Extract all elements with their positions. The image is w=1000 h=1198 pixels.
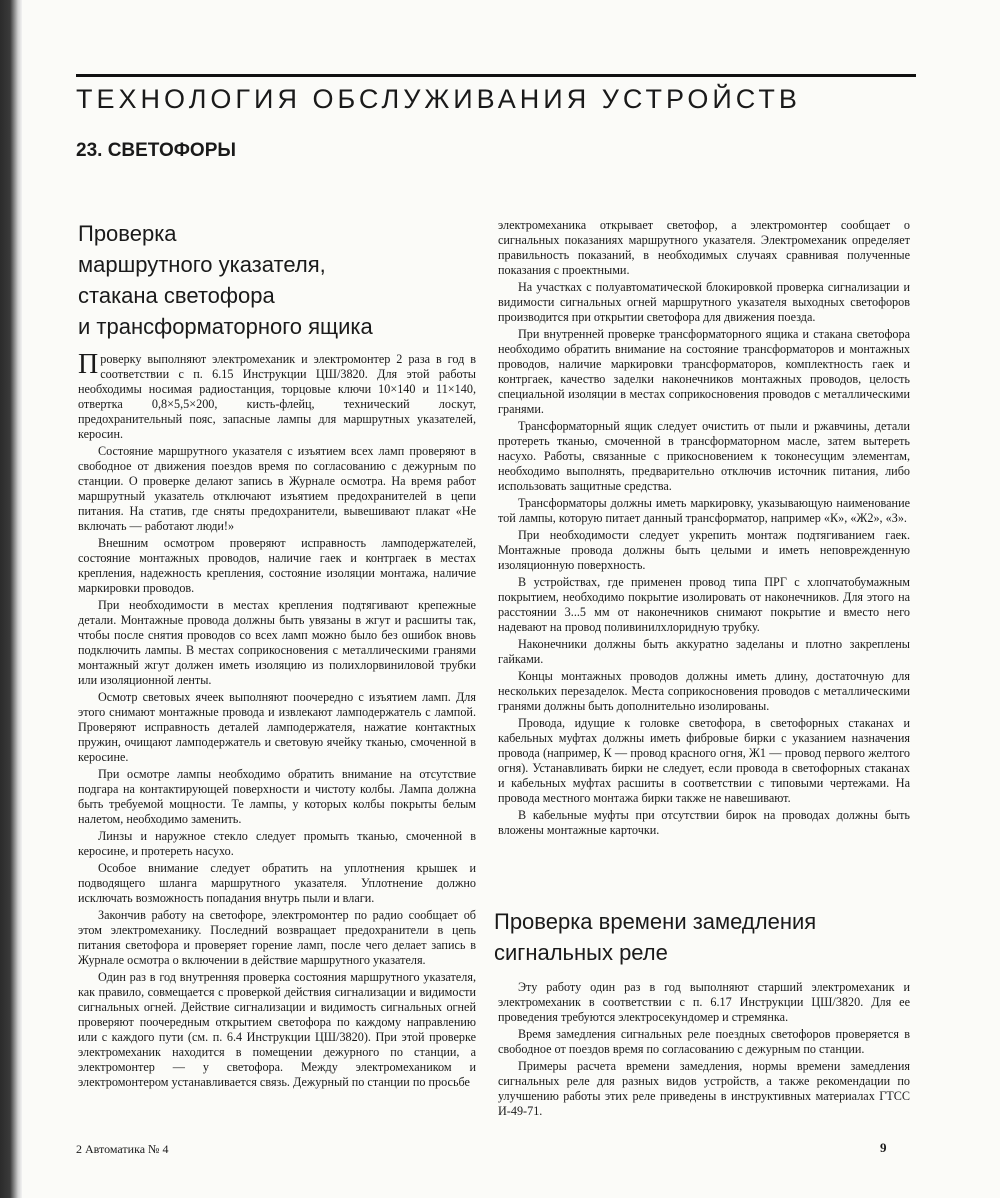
title-line: Проверка [78,221,177,246]
page-number: 9 [880,1140,887,1155]
title-line: сигнальных реле [494,940,668,965]
title-line: маршрутного указателя, [78,252,326,277]
paragraph: При осмотре лампы необходимо обратить внимание на отсутствие подгара на контактирующей поверхности и чистоту колбы. Лампа должна быть требуемой мощности. Те лампы, у которых колбы покрыты белым налетом, необходимо заменить. [78,767,476,826]
paragraph: Закончив работу на светофоре, электромонтер по радио сообщает об этом электромеханику. Последний возвращает предохранители в цепь питания светофора и проверяет горение ламп, после чего делает запись в Журнале осмотра о включении в действие маршрутного указателя. [78,908,476,967]
paragraph: На участках с полуавтоматической блокировкой проверка сигнализации и видимости сигнальных огней маршрутного указателя выходных светофоров производится при открытии светофора для движения поезда. [498,280,910,324]
paragraph [78,349,476,442]
paragraph: При необходимости следует укрепить монтаж подтягиванием гаек. Монтажные провода должны быть целыми и иметь неповрежденную изоляционную поверхность. [498,528,910,572]
paragraph: Осмотр световых ячеек выполняют поочередно с изъятием ламп. Для этого снимают монтажные провода и извлекают ламподержатель с лампой. Проверяют исправность деталей ламподержателя, нажатие контактных пружин, очищают ламподержатель и световую ячейку тканью, смоченной в керосине. [78,690,476,764]
title-line: стакана светофора [78,283,275,308]
paragraph: электромеханика открывает светофор, а электромонтер сообщает о сигнальных показаниях маршрутного указателя. Электромеханик определяет правильность показаний, в необходимых случаях сравнивая полученные показания с проектными. [498,218,910,277]
section-label: 23. СВЕТОФОРЫ [76,140,236,161]
left-column [78,349,476,1092]
paragraph: Время замедления сигнальных реле поездных светофоров проверяется в свободное от поездов время по согласованию с дежурным по станции. [498,1027,910,1056]
header-rule [76,74,916,77]
binding-edge [0,0,22,1198]
paragraph: Особое внимание следует обратить на уплотнения крышек и подводящего шланга маршрутного указателя. Уплотнение должно исключать возможность попадания внутрь пыли и влаги. [78,861,476,905]
paragraph: Состояние маршрутного указателя с изъятием всех ламп проверяют в свободное от движения поездов время по согласованию с дежурным по станции. О проверке делают запись в Журнале осмотра. На время работ маршрутный указатель отключают изъятием предохранителей в цепи питания. На статив, где сняты предохранители, вывешивают плакат «Не включать — работают люди!» [78,444,476,533]
paragraph-text: роверку выполняют электромеханик и электромонтер 2 раза в год в соответствии с п. 6.15 Инструкции ЦШ/3820. Для этой работы необходимы носимая радиостанция, торцовые ключи 10×140 и 11×140, отвертка 0,8×5,5×200, кисть-флейц, технический лоскут, предохранительный пояс, запасные лампы для маршрутных указателей, керосин. [78,352,476,441]
paragraph: Эту работу один раз в год выполняют старший электромеханик и электромеханик в соответствии с п. 6.17 Инструкции ЦШ/3820. Для ее проведения требуются электросекундомер и стремянка. [498,980,910,1024]
rubric-title: ТЕХНОЛОГИЯ ОБСЛУЖИВАНИЯ УСТРОЙСТВ [76,84,801,114]
magazine-page [22,0,1000,1198]
paragraph: Трансформаторы должны иметь маркировку, указывающую наименование той лампы, которую питает данный трансформатор, например «К», «Ж2», «З». [498,496,910,525]
paragraph: Внешним осмотром проверяют исправность ламподержателей, состояние монтажных проводов, наличие гаек и контргаек в местах крепления, надежность крепления, состояние изоляции монтажа, наличие маркировки проводов. [78,536,476,595]
paragraph: Трансформаторный ящик следует очистить от пыли и ржавчины, детали протереть тканью, смоченной в трансформаторном масле, затем вытереть насухо. Работы, связанные с прикосновением к токонесущим элементам, необходимо выполнять, предварительно отключив источник питания, либо использовать защитные средства. [498,419,910,493]
title-line: и трансформаторного ящика [78,314,373,339]
article-title [494,906,914,968]
title-line: Проверка времени замедления [494,909,817,934]
paragraph: Линзы и наружное стекло следует промыть тканью, смоченной в керосине, и протереть насухо. [78,829,476,858]
paragraph: В кабельные муфты при отсутствии бирок на проводах должны быть вложены монтажные карточки. [498,808,910,837]
paragraph: При внутренней проверке трансформаторного ящика и стакана светофора необходимо обратить внимание на состояние трансформаторов и монтажных проводов, наличие маркировки трансформаторов, комплектность гаек и контргаек, качество заделки наконечников монтажных проводов, целость специальной изоляции в местах соприкосновения проводов с металлическими гранями. [498,327,910,416]
right-column [498,218,910,840]
paragraph: Наконечники должны быть аккуратно заделаны и плотно закреплены гайками. [498,637,910,666]
paragraph: Один раз в год внутренняя проверка состояния маршрутного указателя, как правило, совмещается с проверкой действия сигнализации и видимости сигнальных огней. Действие сигнализации и видимость сигнальных огней проверяют поочередным открытием светофора по каждому направлению или с каждого пути (см. п. 6.4 Инструкции ЦШ/3820). При этой проверке электромеханик находится в помещении дежурного по станции, а электромонтер — у светофора. Между электромехаником и электромонтером устанавливается связь. Дежурный по станции по просьбе [78,970,476,1089]
issue-footer: 2 Автоматика № 4 [76,1142,169,1156]
paragraph: Примеры расчета времени замедления, нормы времени замедления сигнальных реле для разных видов устройств, а также рекомендации по улучшению работы этих реле приведены в инструктивных материалах ГТСС И-49-71. [498,1059,910,1118]
paragraph: В устройствах, где применен провод типа ПРГ с хлопчатобумажным покрытием, необходимо покрытие изолировать от наконечников. Для этого на расстоянии 3...5 мм от наконечников снимают покрытие и вместо него надевают на провод поливинилхлоридную трубку. [498,575,910,634]
article-title [78,218,478,342]
paragraph: Концы монтажных проводов должны иметь длину, достаточную для нескольких перезаделок. Места соприкосновения проводов с металлическими гранями должны быть дополнительно изолированы. [498,669,910,713]
article2-body [498,980,910,1121]
paragraph: Провода, идущие к головке светофора, в светофорных стаканах и кабельных муфтах должны иметь фибровые бирки с указанием назначения провода (например, К — провод красного огня, Ж1 — провод первого желтого огня). Устанавливать бирки не следует, если провода в светофорных стаканах и кабельных муфтах расшиты в соответствии с типовыми чертежами. На провода местного монтажа бирки также не навешивают. [498,716,910,805]
paragraph: При необходимости в местах крепления подтягивают крепежные детали. Монтажные провода должны быть увязаны в жгут и расшиты так, чтобы после снятия проводов со всех ламп можно было без ошибок вновь подключить лампы. В местах соприкосновения с металлическими гранями монтажный жгут должен иметь изоляцию из полихлорвиниловой трубки или изоляционной ленты. [78,598,476,687]
dropcap: П [78,349,99,380]
